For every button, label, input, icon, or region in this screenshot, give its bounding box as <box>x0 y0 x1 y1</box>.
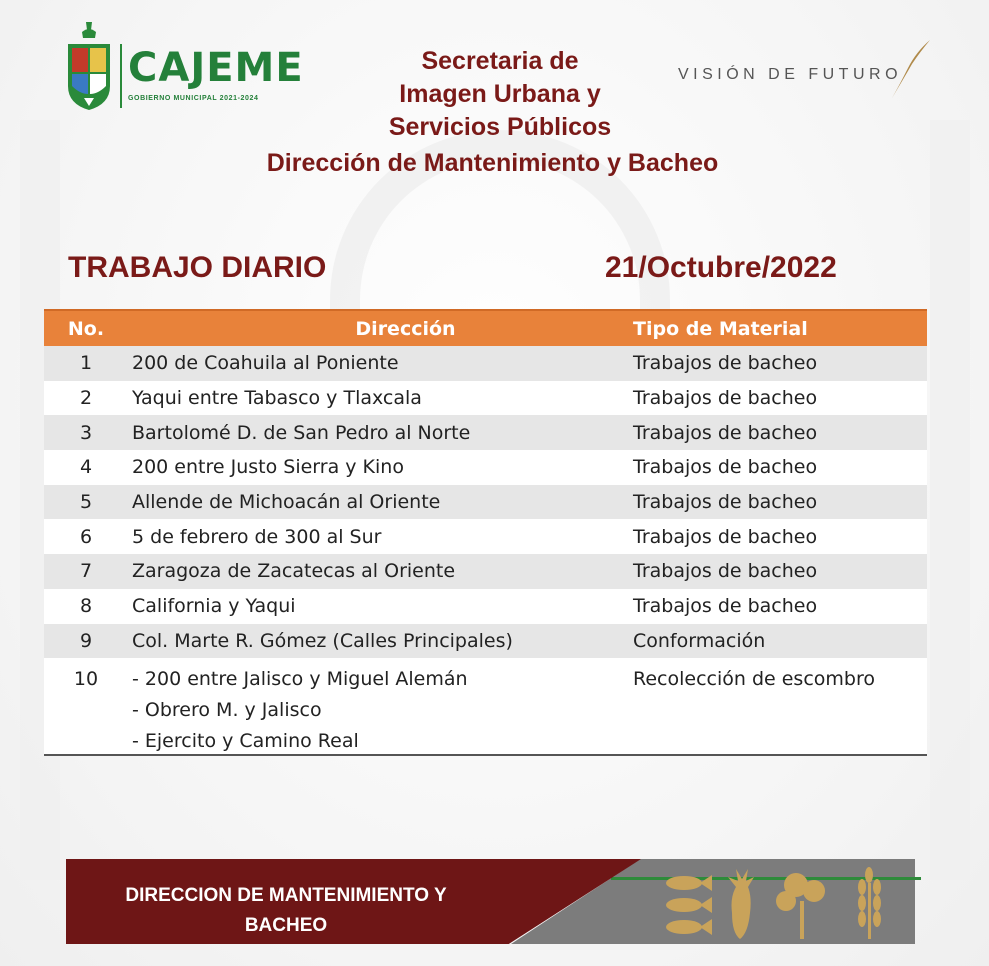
footer-icons <box>656 863 916 941</box>
row-material: Recolección de escombro <box>633 668 875 691</box>
logo-text: CAJEME <box>128 45 304 91</box>
row-number: 6 <box>79 525 93 548</box>
direccion-list-item: - Ejercito y Camino Real <box>132 730 359 753</box>
table-row <box>44 519 927 554</box>
direccion-list-item: - 200 entre Jalisco y Miguel Alemán <box>132 668 468 691</box>
row-material: Trabajos de bacheo <box>633 560 818 583</box>
table-header <box>44 309 927 346</box>
report-heading: TRABAJO DIARIO <box>68 251 327 284</box>
row-number: 9 <box>79 629 93 652</box>
coat-of-arms-icon <box>64 20 114 112</box>
footer-line1: DIRECCION DE MANTENIMIENTO Y <box>125 885 447 906</box>
row-direccion: Allende de Michoacán al Oriente <box>132 491 441 514</box>
background-column <box>930 120 970 880</box>
row-direccion: California y Yaqui <box>132 595 296 618</box>
table-row <box>44 658 927 754</box>
slogan: VISIÓN DE FUTURO <box>678 66 903 83</box>
row-material: Trabajos de bacheo <box>633 525 818 548</box>
footer-text <box>96 881 476 941</box>
table-row <box>44 554 927 589</box>
row-material: Trabajos de bacheo <box>633 421 818 444</box>
brush-stroke-icon <box>886 38 932 100</box>
row-direccion: Yaqui entre Tabasco y Tlaxcala <box>132 387 422 410</box>
work-table <box>44 309 927 756</box>
row-material: Conformación <box>633 629 766 652</box>
row-material: Trabajos de bacheo <box>633 595 818 618</box>
row-number: 4 <box>79 456 93 479</box>
row-number: 8 <box>79 595 93 618</box>
row-material: Trabajos de bacheo <box>633 491 818 514</box>
row-direccion: 5 de febrero de 300 al Sur <box>132 525 382 548</box>
table-row <box>44 485 927 520</box>
table-row <box>44 589 927 624</box>
header-title-line1: Secretaria de <box>421 47 579 75</box>
cajeme-logo <box>64 20 304 115</box>
row-material: Trabajos de bacheo <box>633 456 818 479</box>
row-direccion: Zaragoza de Zacatecas al Oriente <box>132 560 456 583</box>
table-row <box>44 624 927 659</box>
table-row <box>44 450 927 485</box>
row-material: Trabajos de bacheo <box>633 387 818 410</box>
row-direccion: 200 entre Justo Sierra y Kino <box>132 456 404 479</box>
cotton-plant-icon <box>776 873 825 939</box>
row-number: 5 <box>79 491 93 514</box>
row-direccion-list <box>128 664 633 757</box>
row-number: 1 <box>79 352 93 375</box>
header-title-line3: Servicios Públicos <box>388 113 612 141</box>
table-row <box>44 346 927 381</box>
footer-line2: BACHEO <box>244 915 328 936</box>
row-number: 10 <box>73 668 99 691</box>
table-row <box>44 415 927 450</box>
fish-icon <box>666 875 712 935</box>
row-number: 3 <box>79 421 93 444</box>
deer-dancer-icon <box>728 869 754 939</box>
row-number: 2 <box>79 387 93 410</box>
header-subtitle: Dirección de Mantenimiento y Bacheo <box>266 149 719 177</box>
footer-banner <box>66 859 915 944</box>
row-direccion: Bartolomé D. de San Pedro al Norte <box>132 421 471 444</box>
direccion-list-item: - Obrero M. y Jalisco <box>132 699 322 722</box>
table-row <box>44 381 927 416</box>
report-date: 21/Octubre/2022 <box>605 251 837 284</box>
row-direccion: Col. Marte R. Gómez (Calles Principales) <box>132 629 513 652</box>
column-header-direccion: Dirección <box>355 317 456 340</box>
row-material: Trabajos de bacheo <box>633 352 818 375</box>
row-direccion: 200 de Coahuila al Poniente <box>132 352 399 375</box>
logo-divider <box>120 44 122 108</box>
logo-subtext: GOBIERNO MUNICIPAL 2021-2024 <box>128 95 259 102</box>
column-header-no: No. <box>67 317 105 340</box>
wheat-icon <box>858 867 881 939</box>
row-number: 7 <box>79 560 93 583</box>
header-title-line2: Imagen Urbana y <box>399 80 601 108</box>
column-header-material: Tipo de Material <box>633 317 808 340</box>
